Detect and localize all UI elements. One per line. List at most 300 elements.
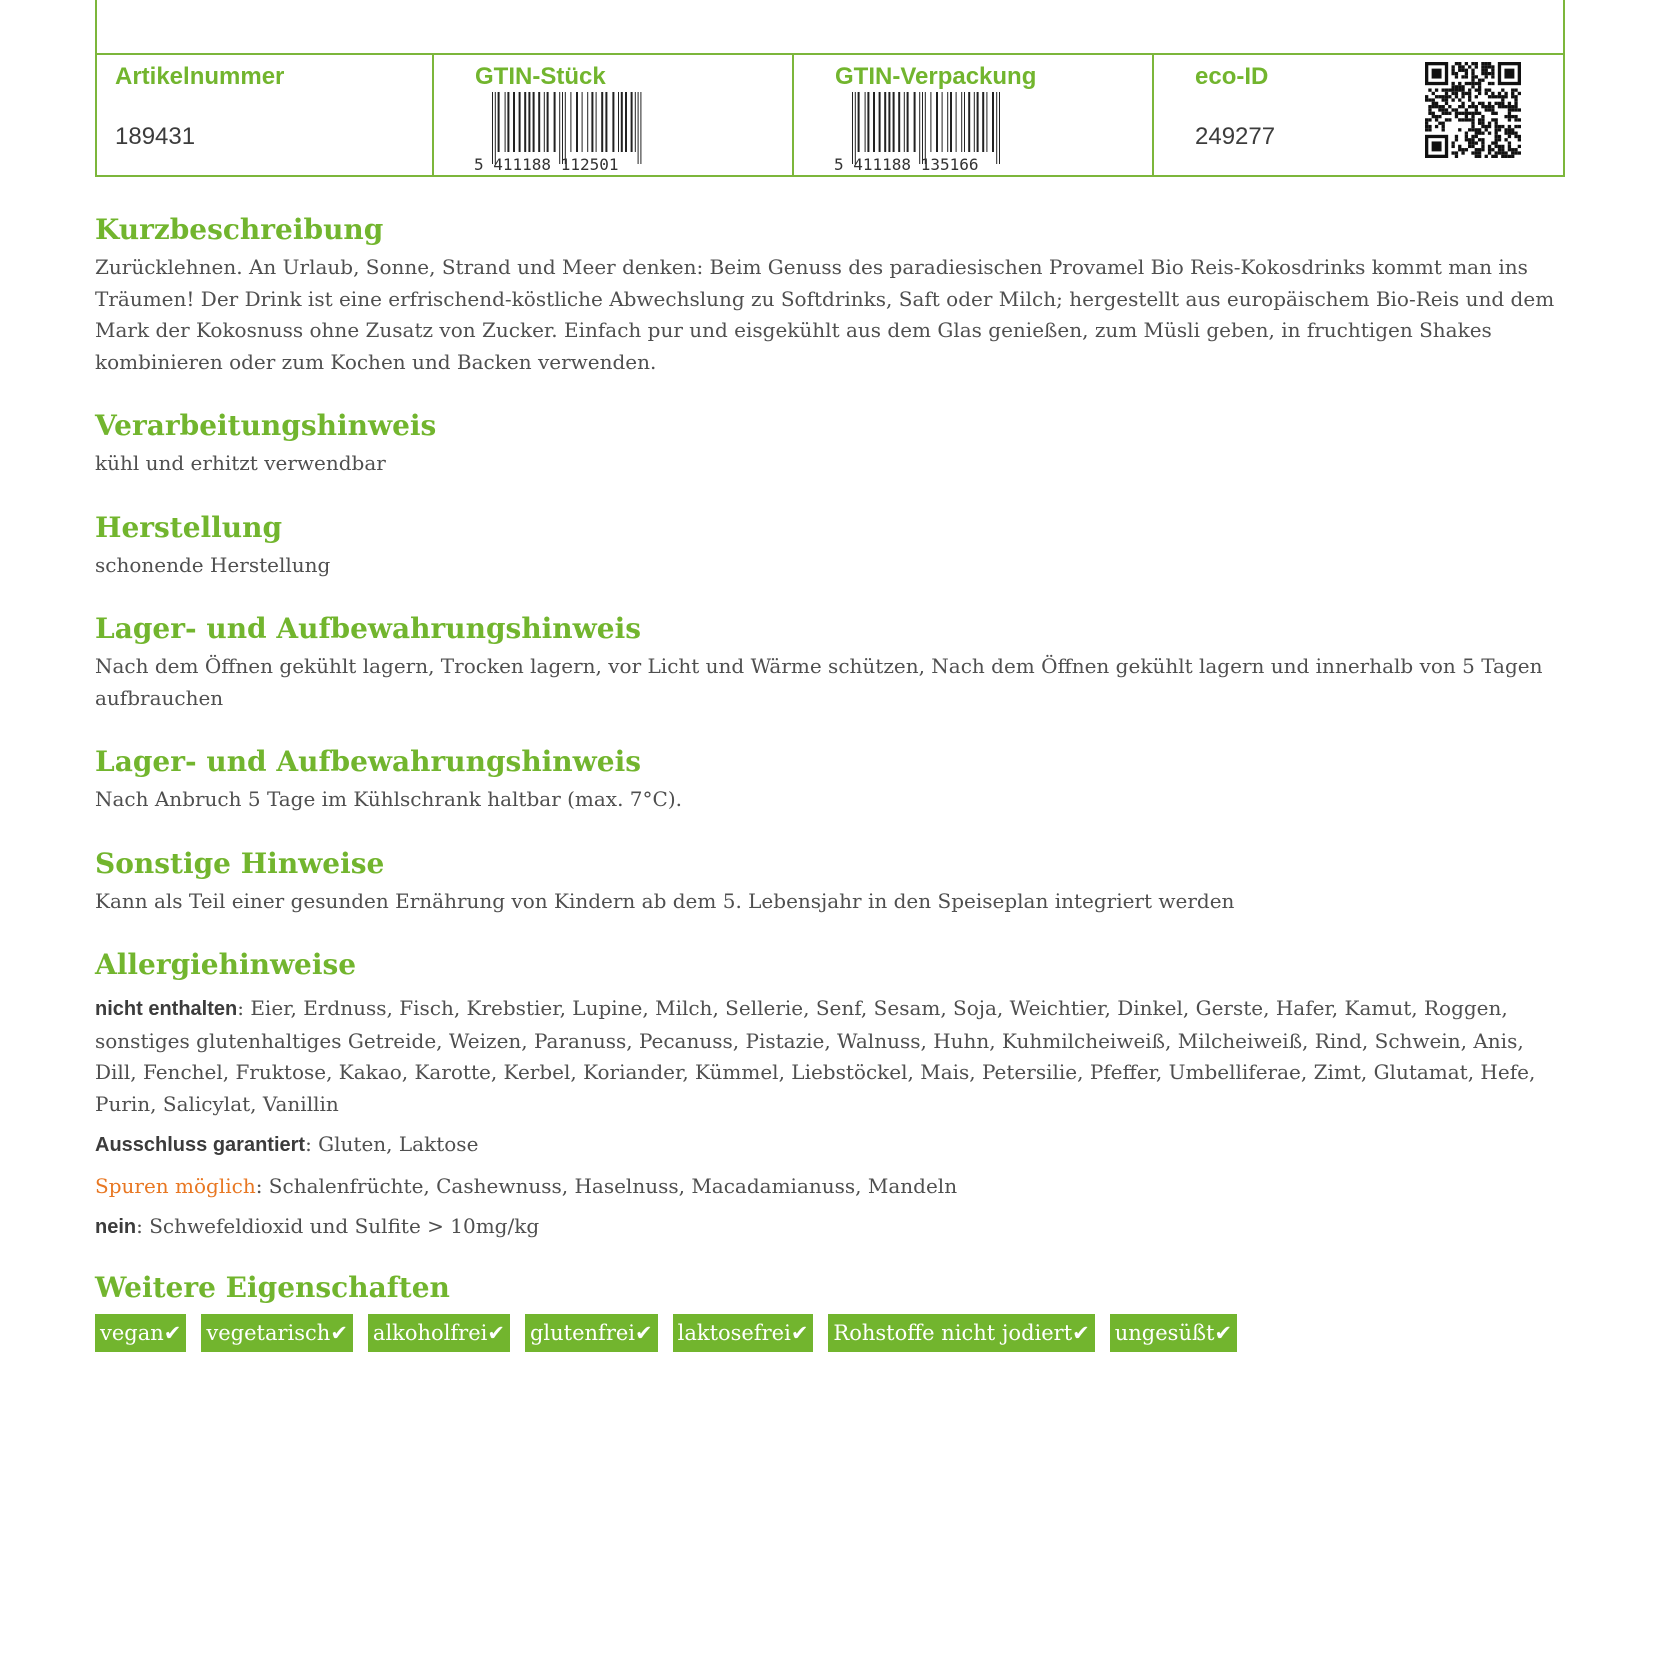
qr-module: [1501, 88, 1504, 91]
product-identifier-box: [95, 0, 1565, 177]
qr-module: [1518, 151, 1521, 154]
eco-id-label: eco-ID: [1195, 63, 1269, 90]
qr-module: [1465, 148, 1468, 151]
section-title-eigenschaften: Weitere Eigenschaften: [95, 1270, 450, 1304]
qr-module: [1461, 88, 1464, 91]
qr-module: [1465, 108, 1468, 111]
barcode-bar: [947, 92, 948, 152]
qr-module: [1468, 82, 1471, 85]
qr-module: [1481, 132, 1484, 135]
qr-module: [1435, 88, 1438, 91]
allergy-section: [95, 943, 1565, 1244]
qr-module: [1468, 95, 1471, 98]
qr-module: [1485, 62, 1488, 65]
qr-module: [1471, 82, 1474, 85]
barcode-bar: [982, 92, 984, 152]
product-details: [95, 208, 1565, 1378]
qr-module: [1461, 65, 1464, 68]
qr-module: [1465, 135, 1468, 138]
allergy-excluded-list: : Gluten, Laktose: [305, 1132, 479, 1156]
qr-module: [1511, 128, 1514, 131]
qr-module: [1468, 112, 1471, 115]
qr-module: [1471, 125, 1474, 128]
qr-module: [1461, 105, 1464, 108]
qr-module: [1485, 108, 1488, 111]
qr-module: [1438, 105, 1441, 108]
qr-module: [1442, 105, 1445, 108]
qr-module: [1514, 95, 1517, 98]
barcode-bar: [968, 92, 970, 152]
barcode-bar: [554, 92, 556, 152]
qr-module: [1495, 141, 1498, 144]
qr-module: [1428, 128, 1431, 131]
qr-module: [1461, 85, 1464, 88]
allergy-traces-label: Spuren möglich: [95, 1173, 256, 1198]
qr-module: [1491, 108, 1494, 111]
qr-module: [1491, 69, 1494, 72]
qr-module: [1481, 118, 1484, 121]
qr-module: [1514, 132, 1517, 135]
qr-module: [1514, 105, 1517, 108]
qr-module: [1481, 138, 1484, 141]
qr-module: [1438, 108, 1441, 111]
qr-module: [1481, 125, 1484, 128]
qr-module: [1495, 118, 1498, 121]
qr-module: [1495, 122, 1498, 125]
qr-module: [1438, 115, 1441, 118]
qr-module: [1455, 92, 1458, 95]
qr-module: [1495, 102, 1498, 105]
qr-module: [1458, 69, 1461, 72]
qr-module: [1461, 102, 1464, 105]
qr-module: [1501, 151, 1504, 154]
qr-module: [1485, 128, 1488, 131]
qr-module: [1488, 105, 1491, 108]
qr-module: [1514, 115, 1517, 118]
barcode-bar: [852, 92, 853, 164]
barcode-bar: [925, 92, 926, 164]
qr-module: [1514, 135, 1517, 138]
qr-module: [1491, 105, 1494, 108]
section-text-lager-2: Nach Anbruch 5 Tage im Kühlschrank haltbar (max. 7°C).: [95, 787, 682, 811]
qr-module: [1468, 141, 1471, 144]
qr-module: [1514, 108, 1517, 111]
qr-module: [1478, 88, 1481, 91]
article-number: 189431: [115, 123, 196, 150]
qr-module: [1491, 95, 1494, 98]
qr-module: [1471, 62, 1474, 65]
qr-module: [1478, 82, 1481, 85]
qr-module: [1468, 138, 1471, 141]
qr-module: [1458, 65, 1461, 68]
qr-module: [1442, 95, 1445, 98]
qr-module: [1461, 148, 1464, 151]
allergy-no-label: nein: [95, 1216, 137, 1238]
qr-module: [1504, 132, 1507, 135]
qr-module: [1481, 105, 1484, 108]
qr-module: [1485, 92, 1488, 95]
qr-module: [1428, 118, 1431, 121]
qr-module: [1442, 128, 1445, 131]
qr-module: [1451, 85, 1454, 88]
section-text-sonstige: Kann als Teil einer gesunden Ernährung von Kindern ab dem 5. Lebensjahr in den Speiseplan integriert werden: [95, 888, 1235, 913]
qr-module: [1465, 75, 1468, 78]
badge-glutenfrei: glutenfrei✔: [525, 1314, 658, 1352]
barcode-bar: [565, 92, 566, 164]
qr-module: [1445, 98, 1448, 101]
qr-module: [1458, 112, 1461, 115]
qr-module: [1488, 62, 1491, 65]
barcode-bar: [898, 92, 900, 152]
barcode-bar: [942, 92, 943, 152]
qr-module: [1465, 115, 1468, 118]
qr-module: [1488, 122, 1491, 125]
qr-module: [1425, 95, 1428, 98]
qr-module: [1508, 112, 1511, 115]
qr-module: [1478, 151, 1481, 154]
qr-module: [1491, 72, 1494, 75]
qr-module: [1478, 132, 1481, 135]
qr-module: [1518, 138, 1521, 141]
qr-module: [1438, 122, 1441, 125]
qr-module: [1428, 88, 1431, 91]
qr-module: [1495, 128, 1498, 131]
qr-module: [1488, 65, 1491, 68]
qr-module: [1488, 132, 1491, 135]
qr-module: [1458, 118, 1461, 121]
allergy-not-contained: [95, 993, 1565, 1120]
barcode-bar: [922, 92, 923, 164]
allergy-no-text: : Schwefeldioxid und Sulfite > 10mg/kg: [136, 1214, 540, 1238]
qr-module: [1471, 115, 1474, 118]
qr-module: [1508, 115, 1511, 118]
qr-module: [1518, 108, 1521, 111]
barcode-bar: [977, 92, 979, 152]
badge-rohstoffe-nicht-jodiert: Rohstoffe nicht jodiert✔: [828, 1314, 1094, 1352]
qr-module: [1461, 118, 1464, 121]
qr-module: [1451, 141, 1454, 144]
qr-module: [1435, 105, 1438, 108]
qr-module: [1478, 128, 1481, 131]
qr-module: [1504, 128, 1507, 131]
qr-module: [1432, 92, 1435, 95]
gtin-piece-label: GTIN-Stück: [475, 63, 606, 90]
qr-module: [1451, 69, 1454, 72]
qr-module: [1435, 115, 1438, 118]
barcode-bar: [919, 92, 920, 164]
barcode-bar: [640, 92, 641, 164]
barcode-bar: [513, 92, 515, 152]
barcode-bar: [999, 92, 1000, 164]
qr-module: [1455, 108, 1458, 111]
qr-module: [1435, 125, 1438, 128]
qr-module: [1471, 128, 1474, 131]
qr-module: [1468, 65, 1471, 68]
qr-module: [1478, 85, 1481, 88]
barcode-bar: [576, 92, 578, 152]
qr-module: [1458, 62, 1461, 65]
qr-module: [1481, 72, 1484, 75]
qr-module: [1498, 145, 1501, 148]
qr-module: [1511, 92, 1514, 95]
barcode-bar: [893, 92, 895, 152]
qr-module: [1514, 125, 1517, 128]
qr-module: [1491, 75, 1494, 78]
qr-module: [1465, 92, 1468, 95]
barcode-bar: [956, 92, 957, 152]
qr-module: [1498, 138, 1501, 141]
qr-module: [1445, 112, 1448, 115]
qr-module: [1498, 135, 1501, 138]
qr-module: [1481, 79, 1484, 82]
qr-module: [1442, 125, 1445, 128]
barcode-bar: [625, 92, 627, 152]
qr-module: [1478, 138, 1481, 141]
property-badges: [95, 1314, 1565, 1352]
qr-module: [1471, 102, 1474, 105]
qr-module: [1514, 88, 1517, 91]
qr-module: [1468, 92, 1471, 95]
qr-module: [1481, 62, 1484, 65]
qr-module: [1468, 145, 1471, 148]
gtin-pack-digits: 5 411188 135166: [834, 155, 979, 172]
qr-module: [1425, 98, 1428, 101]
allergy-no: [95, 1211, 1565, 1244]
qr-module: [1451, 92, 1454, 95]
qr-module: [1501, 98, 1504, 101]
qr-module: [1475, 105, 1478, 108]
qr-module: [1455, 135, 1458, 138]
qr-module: [1518, 135, 1521, 138]
eco-id: 249277: [1195, 123, 1276, 150]
allergy-excluded-label: Ausschluss garantiert: [95, 1134, 306, 1156]
qr-module: [1448, 112, 1451, 115]
qr-module: [1478, 122, 1481, 125]
qr-module: [1475, 62, 1478, 65]
qr-module: [1511, 95, 1514, 98]
qr-module: [1471, 145, 1474, 148]
barcode-bar: [528, 92, 530, 152]
qr-module: [1458, 82, 1461, 85]
barcode-bar: [914, 92, 916, 152]
allergy-not-contained-label: nicht enthalten: [95, 998, 238, 1020]
qr-module: [1442, 122, 1445, 125]
barcode-bar: [621, 92, 623, 152]
divider: [1152, 55, 1154, 175]
section-text-herstellung: schonende Herstellung: [95, 552, 331, 577]
qr-module: [1428, 112, 1431, 115]
qr-module: [1495, 155, 1498, 158]
badge-vegetarisch: vegetarisch✔: [201, 1314, 353, 1352]
qr-module: [1508, 105, 1511, 108]
qr-module: [1514, 118, 1517, 121]
qr-module: [1481, 122, 1484, 125]
qr-module: [1485, 88, 1488, 91]
barcode-bar: [867, 92, 869, 152]
section-text-lager-1: Nach dem Öffnen gekühlt lagern, Trocken lagern, vor Licht und Wärme schützen, Nach dem Öffnen gekühlt lagern und innerhalb von 5 Tagen aufbrauchen: [95, 654, 1543, 710]
qr-module: [1478, 148, 1481, 151]
qr-module: [1465, 69, 1468, 72]
section-title-allergie: Allergiehinweise: [95, 948, 357, 981]
qr-module: [1445, 102, 1448, 105]
qr-module: [1471, 141, 1474, 144]
qr-module: [1475, 155, 1478, 158]
qr-module: [1435, 102, 1438, 105]
qr-module: [1504, 95, 1507, 98]
qr-module: [1471, 69, 1474, 72]
qr-module: [1488, 102, 1491, 105]
qr-module: [1461, 69, 1464, 72]
qr-module: [1478, 102, 1481, 105]
qr-module: [1455, 88, 1458, 91]
qr-module: [1458, 145, 1461, 148]
section-title-verarbeitung: Verarbeitungshinweis: [95, 409, 437, 442]
qr-module: [1504, 151, 1507, 154]
qr-module: [1491, 118, 1494, 121]
qr-module: [1508, 148, 1511, 151]
barcode-bar: [635, 92, 636, 152]
qr-module: [1455, 72, 1458, 75]
qr-module: [1458, 88, 1461, 91]
qr-module: [1495, 125, 1498, 128]
barcode-bar: [533, 92, 535, 152]
qr-module: [1501, 155, 1504, 158]
qr-module: [1485, 65, 1488, 68]
barcode-bar: [601, 92, 603, 152]
qr-module: [1475, 88, 1478, 91]
qr-finder: [1504, 69, 1514, 79]
qr-module: [1511, 132, 1514, 135]
qr-module: [1471, 105, 1474, 108]
qr-module: [1508, 118, 1511, 121]
barcode-bar: [547, 92, 549, 152]
qr-module: [1511, 108, 1514, 111]
qr-module: [1465, 62, 1468, 65]
qr-module: [1508, 102, 1511, 105]
qr-module: [1498, 125, 1501, 128]
divider: [792, 55, 794, 175]
barcode-bar: [618, 92, 619, 152]
qr-module: [1508, 135, 1511, 138]
qr-module: [1491, 141, 1494, 144]
qr-module: [1471, 75, 1474, 78]
qr-finder: [1432, 141, 1442, 151]
section-title-lager-2: Lager- und Aufbewahrungshinweis: [95, 745, 641, 778]
qr-module: [1455, 62, 1458, 65]
qr-module: [1488, 151, 1491, 154]
barcode-bar: [582, 92, 583, 152]
qr-module: [1495, 132, 1498, 135]
qr-module: [1514, 151, 1517, 154]
qr-module: [1425, 122, 1428, 125]
qr-module: [1498, 128, 1501, 131]
qr-module: [1451, 145, 1454, 148]
qr-module: [1471, 122, 1474, 125]
qr-module: [1455, 115, 1458, 118]
barcode-bar: [507, 92, 509, 152]
qr-module: [1445, 95, 1448, 98]
qr-module: [1451, 65, 1454, 68]
barcode-bar: [612, 92, 614, 152]
qr-module: [1465, 118, 1468, 121]
barcode-bar: [888, 92, 890, 152]
gtin-pack-label: GTIN-Verpackung: [835, 63, 1037, 90]
barcode-bar: [519, 92, 521, 152]
qr-module: [1465, 132, 1468, 135]
barcode-bar: [884, 92, 886, 152]
qr-module: [1511, 148, 1514, 151]
qr-module: [1478, 155, 1481, 158]
qr-module: [1428, 108, 1431, 111]
qr-module: [1481, 141, 1484, 144]
qr-module: [1445, 118, 1448, 121]
allergy-not-contained-list: : Eier, Erdnuss, Fisch, Krebstier, Lupine, Milch, Sellerie, Senf, Sesam, Soja, Weichtier, Dinkel, Gerste, Hafer, Kamut, Roggen, sonstiges glutenhaltiges Getreide, Weizen, Paranuss, Pecanuss, Pistazie, Walnuss, Huhn, Kuhmilcheiweiß, Milcheiweiß, Rind, Schwein, Anis, Dill, Fenchel, Fruktose, Kakao, Karotte, Kerbel, Koriander, Kümmel, Liebstöckel, Mais, Petersilie, Pfeffer, Umbelliferae, Zimt, Glutamat, Hefe, Purin, Salicylat, Vanillin: [95, 996, 1536, 1116]
qr-module: [1425, 125, 1428, 128]
qr-module: [1508, 128, 1511, 131]
qr-module: [1475, 148, 1478, 151]
qr-module: [1448, 118, 1451, 121]
section-title-herstellung: Herstellung: [95, 510, 283, 544]
barcode-bar: [964, 92, 965, 152]
qr-module: [1471, 118, 1474, 121]
qr-module: [1508, 145, 1511, 148]
qr-module: [1514, 98, 1517, 101]
qr-module: [1501, 125, 1504, 128]
qr-module: [1471, 72, 1474, 75]
qr-module: [1501, 148, 1504, 151]
qr-module: [1491, 65, 1494, 68]
qr-module: [1461, 112, 1464, 115]
qr-module: [1451, 72, 1454, 75]
qr-module: [1442, 108, 1445, 111]
qr-module: [1498, 102, 1501, 105]
barcode-bar: [591, 92, 593, 152]
qr-module: [1435, 95, 1438, 98]
qr-module: [1445, 92, 1448, 95]
qr-module: [1475, 132, 1478, 135]
section-text-verarbeitung: kühl und erhitzt verwendbar: [95, 451, 386, 475]
qr-module: [1448, 95, 1451, 98]
barcode-bar: [498, 92, 500, 152]
qr-module: [1488, 108, 1491, 111]
qr-module: [1501, 145, 1504, 148]
badge-alkoholfrei: alkoholfrei✔: [368, 1314, 510, 1352]
qr-module: [1508, 125, 1511, 128]
qr-code-icon[interactable]: [1425, 62, 1521, 158]
qr-module: [1504, 92, 1507, 95]
qr-module: [1501, 102, 1504, 105]
qr-module: [1495, 95, 1498, 98]
qr-module: [1475, 112, 1478, 115]
gtin-piece-barcode: [472, 92, 652, 172]
qr-module: [1455, 95, 1458, 98]
barcode-bar: [974, 92, 975, 152]
barcode-bar: [873, 92, 875, 152]
qr-module: [1481, 102, 1484, 105]
barcode-bar: [907, 92, 909, 152]
qr-module: [1508, 132, 1511, 135]
qr-module: [1488, 145, 1491, 148]
qr-module: [1508, 141, 1511, 144]
barcode-bar: [631, 92, 633, 152]
qr-module: [1451, 108, 1454, 111]
qr-module: [1485, 72, 1488, 75]
qr-module: [1442, 112, 1445, 115]
qr-module: [1478, 92, 1481, 95]
qr-module: [1488, 125, 1491, 128]
qr-module: [1498, 92, 1501, 95]
qr-module: [1475, 108, 1478, 111]
